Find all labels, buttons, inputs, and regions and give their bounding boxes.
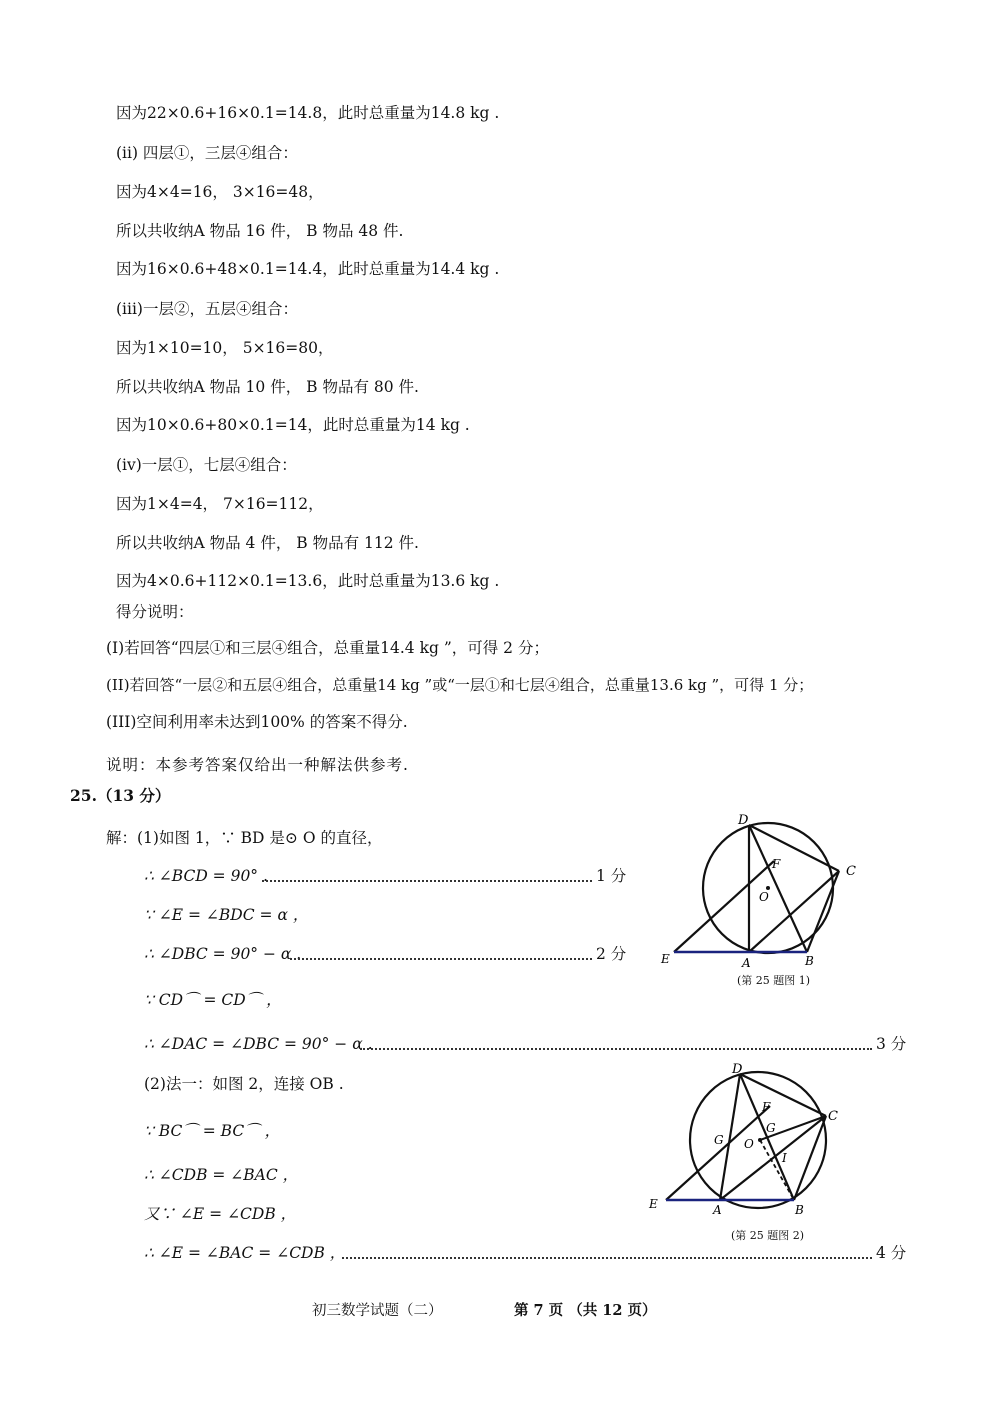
text-line: 因为16×0.6+48×0.1=14.4，此时总重量为14.4 kg .: [116, 260, 500, 278]
point-label: O: [744, 1137, 754, 1151]
text-line: 因为1×4=4， 7×16=112，: [116, 495, 324, 513]
text-line: 因为22×0.6+16×0.1=14.8，此时总重量为14.8 kg .: [116, 104, 500, 122]
leader-dots: [290, 958, 592, 960]
score-label: 2 分: [596, 945, 627, 963]
leader-dots: [342, 1257, 872, 1259]
text-line: 因为4×0.6+112×0.1=13.6，此时总重量为13.6 kg .: [116, 572, 500, 590]
text-line: 所以共收纳A 物品 4 件， B 物品有 112 件.: [116, 534, 419, 552]
text-line: 又∵ ∠E = ∠CDB ，: [144, 1205, 297, 1223]
point-label: C: [846, 864, 856, 879]
text-line: (iv)一层①，七层④组合：: [116, 456, 297, 474]
text-line: ∴ ∠BCD = 90° .: [144, 867, 268, 885]
text-line: 因为10×0.6+80×0.1=14，此时总重量为14 kg .: [116, 416, 470, 434]
text-line: (2)法一：如图 2，连接 OB .: [144, 1075, 344, 1093]
point-label: G: [714, 1133, 724, 1147]
point-label: D: [738, 813, 749, 828]
figure-caption: (第 25 题图 1): [737, 974, 811, 987]
point-label: E: [649, 1197, 658, 1211]
point-label: G: [766, 1121, 776, 1135]
text-line: (I)若回答“四层①和三层④组合，总重量14.4 kg ”，可得 2 分；: [106, 639, 549, 657]
score-label: 4 分: [876, 1244, 907, 1262]
text-line: 说明：本参考答案仅给出一种解法供参考.: [106, 756, 409, 774]
text-line: 解：(1)如图 1，∵ BD 是⊙ O 的直径，: [106, 829, 383, 847]
leader-dots: [360, 1048, 872, 1050]
text-line: (ii) 四层①，三层④组合：: [116, 144, 298, 162]
point-label: B: [795, 1203, 804, 1217]
text-line: (III)空间利用率未达到100% 的答案不得分.: [106, 713, 408, 731]
question-number: 25.（13 分）: [70, 786, 171, 805]
leader-dots: [262, 880, 592, 882]
text-line: 因为4×4=16， 3×16=48，: [116, 183, 324, 201]
text-line: 所以共收纳A 物品 10 件， B 物品有 80 件.: [116, 378, 419, 396]
figure-2-diagram: [636, 1058, 856, 1228]
point-label: A: [713, 1203, 722, 1217]
text-line: (II)若回答“一层②和五层④组合，总重量14 kg ”或“一层①和七层④组合，总重量13.6 kg ”，可得 1 分；: [106, 676, 814, 694]
point-label: B: [805, 954, 814, 968]
score-label: 3 分: [876, 1035, 907, 1053]
text-line: ∵ BC⌒ = BC⌒ ，: [144, 1122, 281, 1140]
text-line: ∵ CD⌒ = CD⌒ ，: [144, 991, 282, 1009]
score-label: 1 分: [596, 867, 627, 885]
figure-caption: (第 25 题图 2): [731, 1229, 805, 1242]
point-label: A: [742, 956, 751, 970]
footer-title: 初三数学试题（二）: [312, 1303, 443, 1319]
point-label: I: [782, 1151, 787, 1165]
page-number: 第 7 页 （共 12 页）: [514, 1302, 657, 1319]
text-line: ∴ ∠E = ∠BAC = ∠CDB ，: [144, 1244, 346, 1262]
text-line: ∴ ∠DAC = ∠DBC = 90° − α .: [144, 1035, 373, 1053]
text-line: 所以共收纳A 物品 16 件， B 物品 48 件.: [116, 222, 404, 240]
point-label: F: [762, 1100, 771, 1114]
point-label: F: [772, 857, 781, 871]
point-label: E: [661, 952, 670, 966]
text-line: 因为1×10=10， 5×16=80，: [116, 339, 334, 357]
point-label: D: [732, 1062, 743, 1077]
text-line: ∴ ∠DBC = 90° − α .: [144, 945, 302, 963]
text-line: (iii)一层②，五层④组合：: [116, 300, 298, 318]
text-line: 得分说明：: [116, 603, 194, 621]
text-line: ∵ ∠E = ∠BDC = α ，: [144, 906, 309, 924]
figure-1-diagram: [650, 805, 870, 970]
text-line: ∴ ∠CDB = ∠BAC ，: [144, 1166, 299, 1184]
point-label: C: [828, 1109, 838, 1124]
point-label: O: [759, 890, 769, 904]
